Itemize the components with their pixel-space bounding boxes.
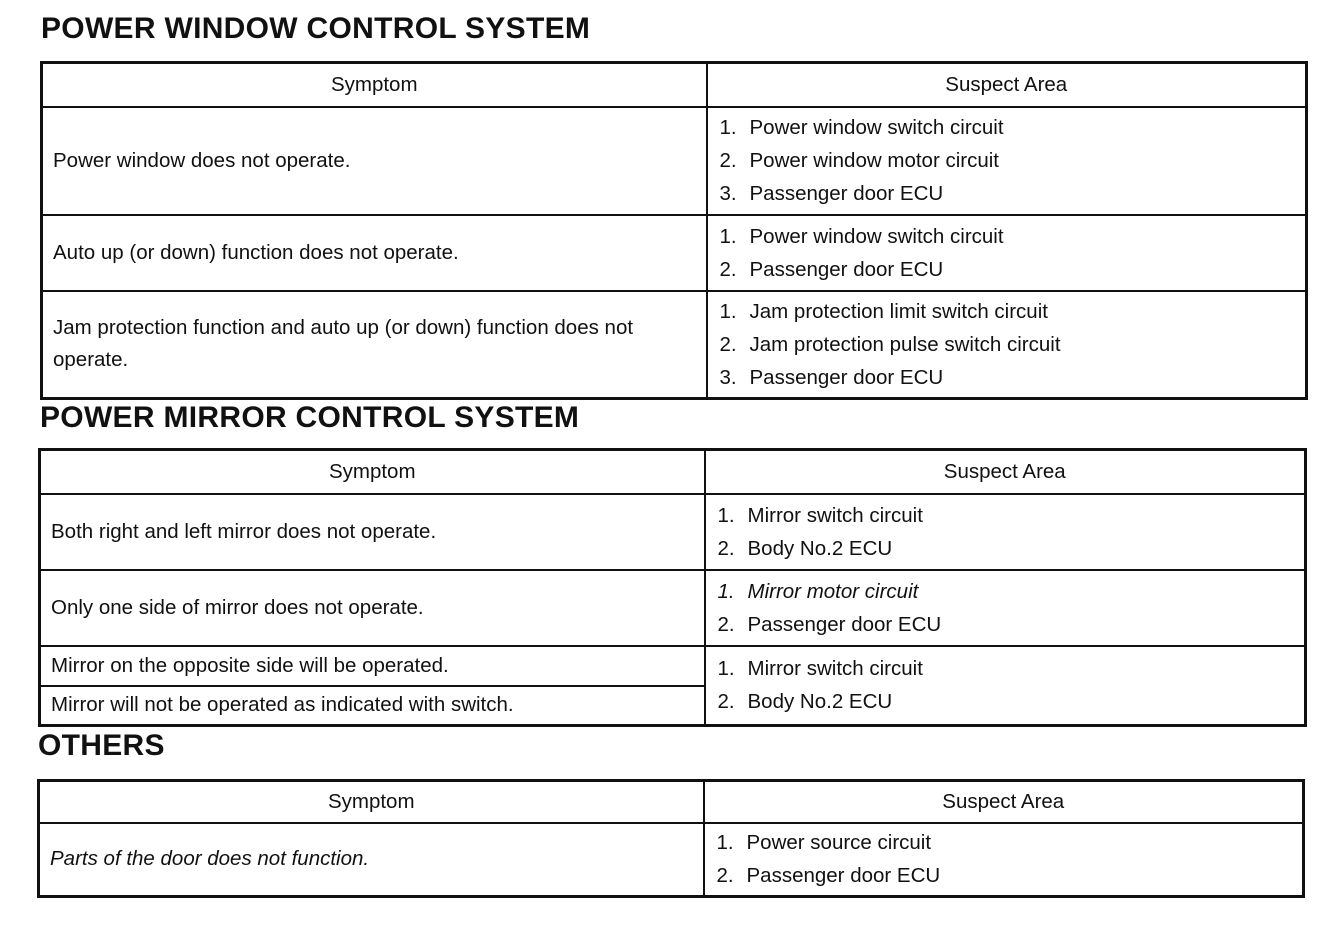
section-title-power-window: POWER WINDOW CONTROL SYSTEM <box>41 12 591 45</box>
others-table <box>37 779 1305 898</box>
suspect-area-cell <box>707 107 1307 215</box>
suspect-item: 2. Passenger door ECU <box>719 257 944 281</box>
suspect-item: 3. Passenger door ECU <box>719 365 944 389</box>
suspect-item: 2. Passenger door ECU <box>716 864 941 888</box>
suspect-area-header: Suspect Area <box>704 781 1304 823</box>
table-row <box>40 570 1306 646</box>
suspect-area-header: Suspect Area <box>705 450 1306 494</box>
power-window-table <box>40 61 1308 400</box>
suspect-area-cell <box>705 570 1306 646</box>
symptom-cell: Parts of the door does not function. <box>39 823 704 897</box>
suspect-item: 3. Passenger door ECU <box>719 182 944 205</box>
suspect-area-cell <box>707 215 1307 291</box>
table-header-row <box>42 63 1307 107</box>
suspect-item: 1. Mirror switch circuit <box>717 657 923 681</box>
suspect-area-cell <box>707 291 1307 399</box>
power-mirror-table <box>38 448 1307 727</box>
symptom-cell: Mirror will not be operated as indicated with switch. <box>40 686 705 726</box>
symptom-cell: Jam protection function and auto up (or down) function does not operate. <box>42 291 707 399</box>
symptom-cell: Auto up (or down) function does not operate. <box>42 215 707 291</box>
table-row <box>42 291 1307 399</box>
suspect-item: 2. Jam protection pulse switch circuit <box>719 332 1061 356</box>
symptom-header: Symptom <box>39 781 704 823</box>
table-row <box>40 494 1306 570</box>
section-title-others: OTHERS <box>38 729 165 762</box>
table-row <box>42 215 1307 291</box>
suspect-item: 1. Power window switch circuit <box>719 224 1004 248</box>
suspect-item: 1. Mirror motor circuit <box>717 579 919 603</box>
table-header-row <box>39 781 1304 823</box>
section-title-power-mirror: POWER MIRROR CONTROL SYSTEM <box>40 401 580 434</box>
suspect-area-header: Suspect Area <box>707 63 1307 107</box>
table-row <box>42 107 1307 215</box>
suspect-area-cell <box>704 823 1304 897</box>
suspect-area-cell <box>705 494 1306 570</box>
suspect-item: 1. Power window switch circuit <box>719 116 1004 139</box>
suspect-item: 1. Mirror switch circuit <box>717 503 923 527</box>
suspect-item: 2. Body No.2 ECU <box>717 536 893 560</box>
symptom-header: Symptom <box>42 63 707 107</box>
symptom-cell: Both right and left mirror does not operate. <box>40 494 705 570</box>
symptom-cell: Power window does not operate. <box>42 107 707 215</box>
suspect-item: 1. Power source circuit <box>716 831 932 855</box>
symptom-cell: Mirror on the opposite side will be operated. <box>40 646 705 686</box>
table-row <box>39 823 1304 897</box>
suspect-item: 2. Body No.2 ECU <box>717 690 893 714</box>
suspect-item: 2. Power window motor circuit <box>719 149 999 172</box>
table-header-row <box>40 450 1306 494</box>
suspect-area-cell <box>705 646 1306 726</box>
symptom-header: Symptom <box>40 450 705 494</box>
suspect-item: 2. Passenger door ECU <box>717 612 942 636</box>
suspect-item: 1. Jam protection limit switch circuit <box>719 299 1048 323</box>
table-row <box>40 646 1306 686</box>
symptom-cell: Only one side of mirror does not operate. <box>40 570 705 646</box>
